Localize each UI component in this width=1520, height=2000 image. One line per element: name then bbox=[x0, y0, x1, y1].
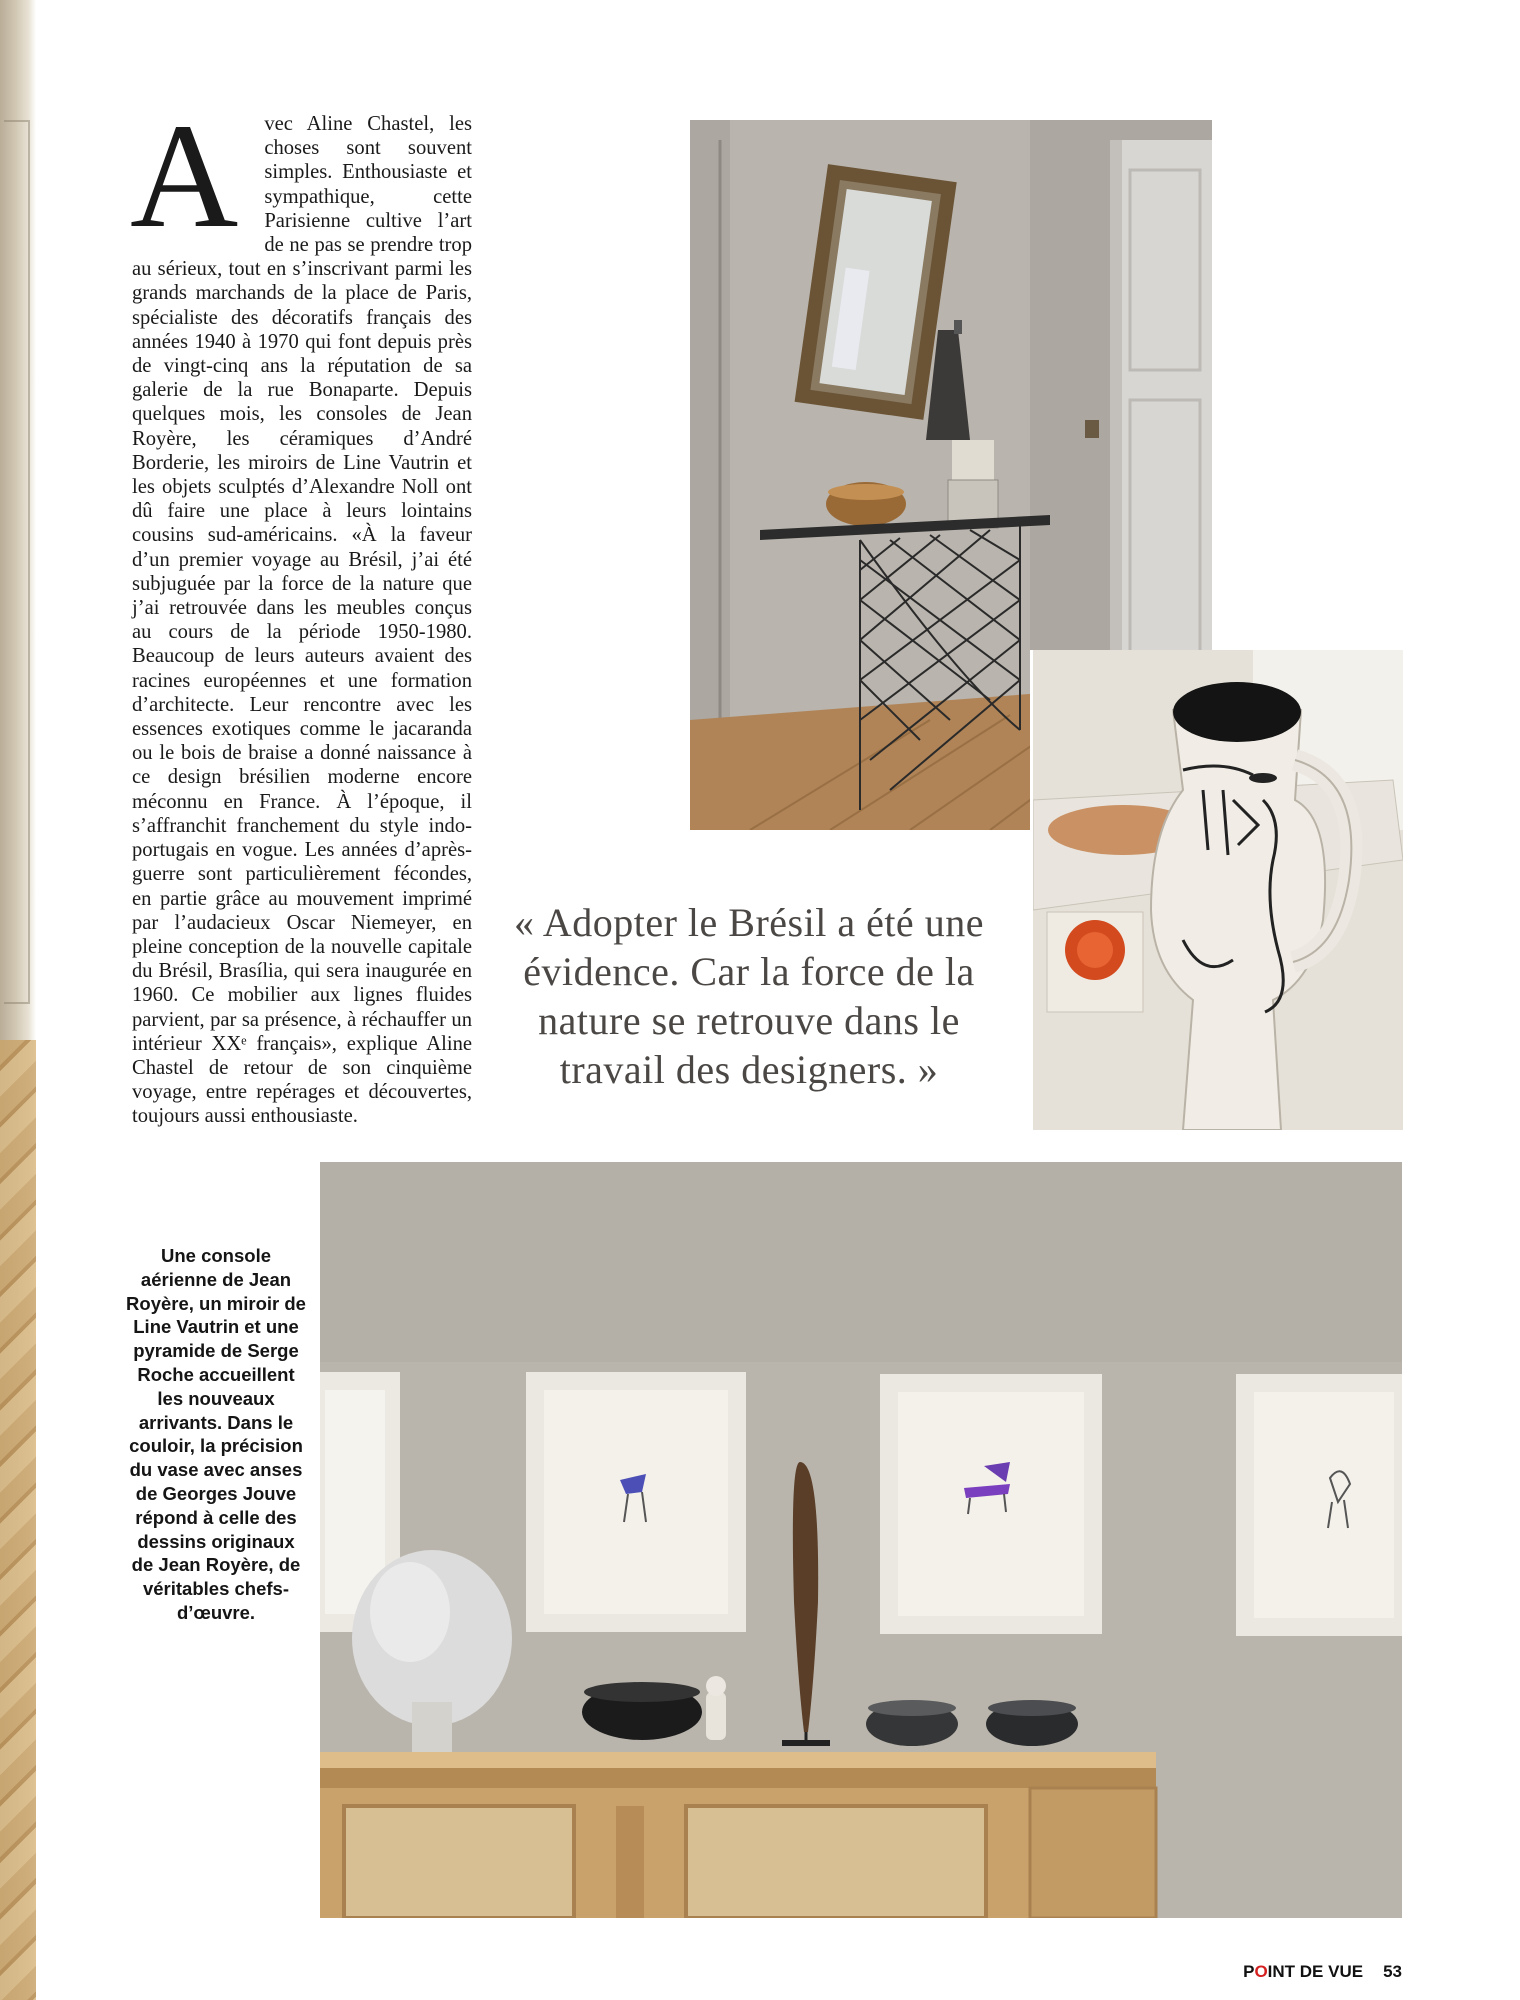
drop-cap: A bbox=[130, 93, 239, 259]
photo-caption: Une console aérienne de Jean Royère, un miroir de Line Vautrin et une pyramide de Serge Roche accueillent les nouveaux arrivants. Dans le couloir, la précision du vase avec anses de Georges Jouve répond à celle des dessins originaux de Jean Royère, de véritables chefs-d’œuvre. bbox=[126, 1245, 306, 1623]
adjacent-page-edge bbox=[0, 0, 36, 2000]
brand-letter-p: P bbox=[1243, 1962, 1255, 1981]
article-body bbox=[130, 93, 472, 1129]
parquet-floor bbox=[0, 1040, 36, 2000]
jouve-vase-photo bbox=[1030, 650, 1403, 1130]
console-scene bbox=[320, 1162, 1402, 1918]
vase-scene bbox=[1033, 650, 1403, 1130]
wall-molding bbox=[4, 120, 30, 1004]
console-drawings-photo bbox=[320, 1162, 1402, 1918]
page-number: 53 bbox=[1383, 1962, 1402, 1981]
magazine-brand bbox=[1243, 1962, 1363, 1982]
page-footer bbox=[1243, 1962, 1402, 1982]
pull-quote: « Adopter le Brésil a été une évidence. Car la force de la nature se retrouve dans le travail des designers. » bbox=[514, 900, 984, 1092]
brand-letter-o: O bbox=[1254, 1962, 1268, 1981]
brand-rest: INT DE VUE bbox=[1267, 1962, 1364, 1981]
article-paragraph: vec Aline Chastel, les choses sont souvent simples. Enthousiaste et sympathique, cette Parisienne cultive l’art de ne pas se prendre trop au sérieux, tout en s’inscrivant parmi les grands marchands de la place de Paris, spécialiste des décoratifs français des années 1940 à 1970 qui font depuis près de vingt-cinq ans la réputation de sa galerie de la rue Bonaparte. Depuis quelques mois, les consoles de Jean Royère, les céramiques d’André Borderie, les miroirs de Line Vautrin et les objets sculptés d’Alexandre Noll ont dû faire une place à leurs lointains cousins sud-américains. «À la faveur d’un premier voyage au Brésil, j’ai été subjuguée par la force de la nature que j’ai retrouvée dans les meubles conçus au cours de la période 1950-1980. Beaucoup de leurs auteurs avaient des racines européennes et une formation d’architecte. Leur rencontre avec les essences exotiques comme le jacaranda ou le bois de braise a donné naissance à ce design brésilien moderne encore méconnu en France. À l’époque, il s’affranchit franchement du style indo-portugais en vogue. Les années d’après-guerre sont particulièrement fécondes, en partie grâce au mouvement imprimé par l’audacieux Oscar Niemeyer, en pleine conception de la nouvelle capitale du Brésil, Brasília, qui sera inaugurée en 1960. Ce mobilier aux lignes fluides parvient, par sa présence, à réchauffer un intérieur XXᵉ français», explique Aline Chastel de retour de son cinquième voyage, entre repérages et découvertes, toujours aussi enthousiaste. bbox=[132, 113, 472, 1128]
